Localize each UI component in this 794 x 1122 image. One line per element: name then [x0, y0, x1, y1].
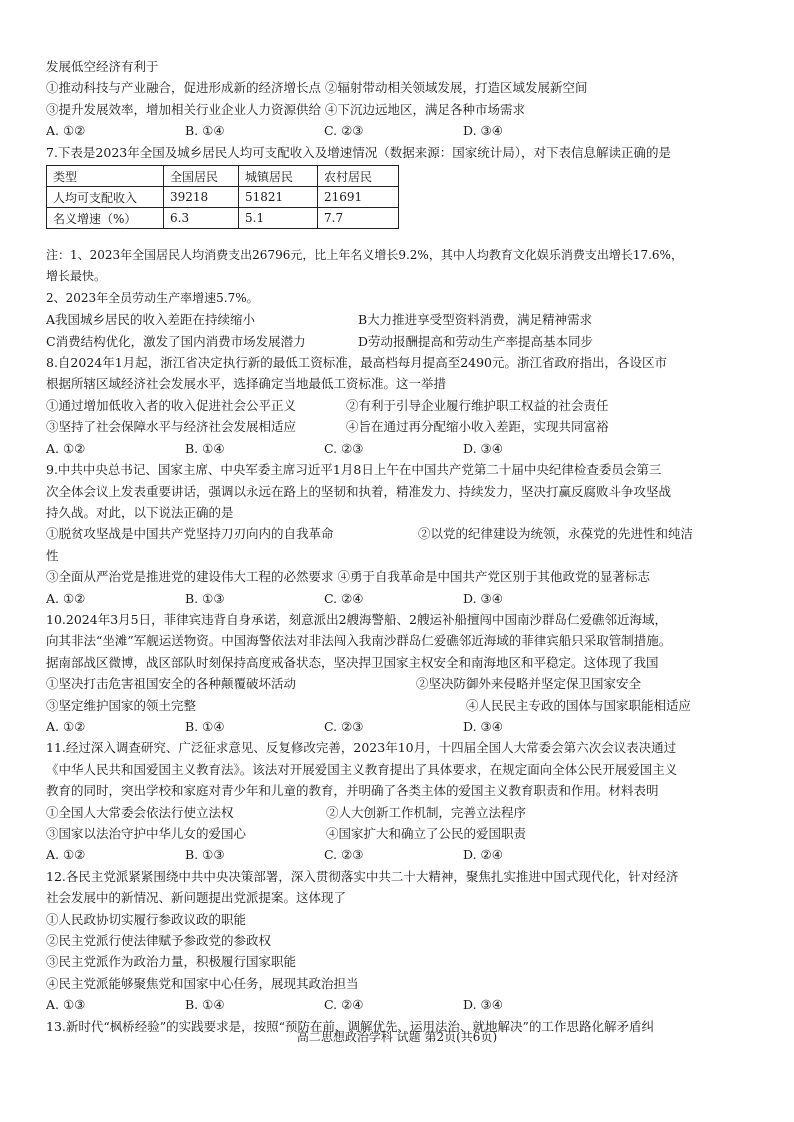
q11-stem-3: 教育的同时，突出学校和家庭对青少年和儿童的教育，并明确了各类主体的爱国主义教育职责和作用。材料表明 [46, 783, 659, 799]
q9-items-12 [46, 523, 756, 544]
q11-option-b: B. ①③ [185, 847, 225, 863]
q9-stem-1: 9.中共中央总书记、国家主席、中央军委主席习近平1月8日上午在中国共产党第二十届中央纪律检查委员会第三 [46, 462, 662, 478]
q10-items-12 [46, 673, 756, 694]
q8-items-34 [46, 416, 756, 437]
q11-stem-2: 《中华人民共和国爱国主义教育法》。该法对开展爱国主义教育提出了具体要求，在规定面向全体公民开展爱国主义 [46, 761, 678, 777]
table-cell: 7.7 [318, 208, 399, 229]
q11-item-2: ②人大创新工作机制，完善立法程序 [326, 804, 527, 820]
q9-item-2: ②以党的纪律建设为统领，永葆党的先进性和纯洁 [418, 526, 694, 542]
q9-option-c: C. ②④ [324, 590, 364, 606]
table-cell: 人均可支配收入 [47, 187, 164, 208]
q9-options [46, 588, 756, 609]
q12-item-2: ②民主党派行使法律赋予参政党的参政权 [46, 933, 272, 949]
q8-item-2: ②有利于引导企业履行维护职工权益的社会责任 [346, 397, 609, 413]
table-header-row [47, 166, 399, 187]
q11-option-d: D. ②④ [463, 847, 503, 863]
q10-option-d: D. ③④ [463, 718, 503, 734]
q11-item-4: ④国家扩大和确立了公民的爱国职责 [326, 826, 527, 841]
table-row [47, 208, 399, 229]
q7-option-a: A我国城乡居民的收入差距在持续缩小 [46, 312, 256, 328]
q9-option-d: D. ③④ [463, 590, 503, 606]
q10-option-a: A. ①② [46, 718, 86, 734]
q7-option-b: B大力推进享受型资料消费，满足精神需求 [358, 312, 593, 328]
q6-option-d: D. ③④ [463, 123, 503, 139]
q9-items-34: ③全面从严治党是推进党的建设伟大工程的必然要求 ④勇于自我革命是中国共产党区别于其他政党的显著标志 [46, 569, 650, 585]
table-cell: 6.3 [164, 208, 239, 229]
q7-option-c: C消费结构优化，激发了国内消费市场发展潜力 [46, 333, 306, 349]
table-cell: 39218 [164, 187, 239, 208]
q12-option-d: D. ③④ [463, 997, 503, 1013]
q11-option-c: C. ②③ [324, 847, 364, 863]
q12-option-c: C. ②④ [324, 997, 364, 1013]
q6-option-c: C. ②③ [324, 123, 364, 139]
q8-stem-2: 根据所辖区域经济社会发展水平，选择确定当地最低工资标准。这一举措 [46, 376, 447, 392]
q6-items-2: ③提升发展效率，增加相关行业企业人力资源供给 ④下沉边远地区，满足各种市场需求 [46, 101, 525, 117]
q11-stem-1: 11.经过深入调查研究、广泛征求意见、反复修改完善，2023年10月，十四届全国人大常委会第六次会议表决通过 [46, 740, 677, 756]
q9-option-b: B. ①③ [185, 590, 225, 606]
q7-option-d: D劳动报酬提高和劳动生产率提高基本同步 [358, 333, 594, 349]
q8-item-1: ①通过增加低收入者的收入促进社会公平正义 [46, 397, 297, 413]
table-header-cell: 农村居民 [318, 166, 399, 187]
q7-options-cd [46, 331, 756, 352]
q8-options [46, 438, 756, 459]
q8-option-b: B. ①④ [185, 440, 225, 456]
q7-note-1-cont: 增长最快。 [46, 269, 107, 284]
q12-item-3: ③民主党派作为政治力量，积极履行国家职能 [46, 954, 297, 970]
q9-stem-2: 次全体会议上发表重要讲话，强调以永远在路上的坚韧和执着，精准发力、持续发力，坚决打赢反腐败斗争攻坚战 [46, 483, 672, 499]
q10-item-3: ③坚定维护国家的领土完整 [46, 697, 197, 713]
q12-stem-1: 12.各民主党派紧紧围绕中共中央决策部署，深入贯彻落实中共二十大精神，聚焦扎实推进中国式现代化，针对经济 [46, 868, 679, 884]
q8-option-a: A. ①② [46, 440, 86, 456]
table-header-cell: 全国居民 [164, 166, 239, 187]
q10-item-2: ②坚决防御外来侵略并坚定保卫国家安全 [416, 676, 642, 692]
q8-option-c: C. ②③ [324, 440, 364, 456]
q10-item-4: ④人民民主专政的国体与国家职能相适应 [466, 697, 692, 713]
q12-stem-2: 社会发展中的新情况、新问题提出党派提案。这体现了 [46, 890, 347, 906]
q6-option-b: B. ①④ [185, 123, 225, 139]
q9-stem-3: 持久战。对此，以下说法正确的是 [46, 504, 234, 520]
q6-options [46, 120, 756, 141]
q11-options [46, 844, 756, 865]
q11-item-3: ③国家以法治守护中华儿女的爱国心 [46, 826, 247, 841]
q11-item-1: ①全国人大常委会依法行使立法权 [46, 804, 234, 820]
q12-option-b: B. ①④ [185, 997, 225, 1013]
q11-option-a: A. ①② [46, 847, 86, 863]
q10-item-1: ①坚决打击危害祖国安全的各种颠覆破坏活动 [46, 676, 297, 692]
table-header-cell: 类型 [47, 166, 164, 187]
q11-items-12 [46, 802, 756, 823]
q6-items-1: ①推动科技与产业融合，促进形成新的经济增长点 ②辐射带动相关领域发展，打造区域发展新空间 [46, 80, 588, 96]
exam-page [46, 56, 756, 1037]
q10-stem-3: 据南部战区微博，战区部队时刻保持高度戒备状态，坚决捍卫国家主权安全和南海地区和平稳定。这体现了我国 [46, 654, 659, 670]
q10-items-34 [46, 695, 756, 716]
q12-options [46, 994, 756, 1015]
q10-stem-1: 10.2024年3月5日，菲律宾违背自身承诺，刻意派出2艘海警船、2艘运补船擅闯中国南沙群岛仁爱礁邻近海域， [46, 611, 668, 627]
q10-stem-2: 向其非法“坐滩”军舰运送物资。中国海警依法对非法闯入我南沙群岛仁爱礁邻近海域的菲律宾船只采取管制措施。 [46, 633, 672, 649]
q7-options-ab [46, 309, 756, 330]
table-row [47, 187, 399, 208]
q9-item-2-cont: 性 [46, 547, 59, 563]
table-cell: 5.1 [239, 208, 318, 229]
table-cell: 21691 [318, 187, 399, 208]
q9-item-1: ①脱贫攻坚战是中国共产党坚持刀刃向内的自我革命 [46, 526, 334, 542]
q10-option-b: B. ①④ [185, 718, 225, 734]
q10-option-c: C. ②③ [324, 718, 364, 734]
q7-stem: 7.下表是2023年全国及城乡居民人均可支配收入及增速情况（数据来源：国家统计局），对下表信息解读正确的是 [46, 144, 671, 160]
q12-option-a: A. ①③ [46, 997, 86, 1013]
q13-stem-1: 13.新时代“枫桥经验”的实践要求是，按照“预防在前、调解优先、运用法治、就地解决”的工作思路化解矛盾纠 [46, 1018, 654, 1034]
table-cell: 51821 [239, 187, 318, 208]
q8-stem-1: 8.自2024年1月起，浙江省决定执行新的最低工资标准，最高档每月提高至2490元。浙江省政府指出，各设区市 [46, 355, 668, 371]
q8-option-d: D. ③④ [463, 440, 503, 456]
income-table [46, 165, 399, 229]
q8-items-12 [46, 395, 756, 416]
q6-option-a: A. ①② [46, 123, 86, 139]
q8-item-4: ④旨在通过再分配缩小收入差距，实现共同富裕 [346, 419, 609, 435]
q6-stem: 发展低空经济有利于 [46, 59, 159, 74]
q9-option-a: A. ①② [46, 590, 86, 606]
q7-note-2: 2、2023年全员劳动生产率增速5.7%。 [46, 290, 259, 305]
q12-item-1: ①人民政协切实履行参政议政的职能 [46, 911, 247, 927]
q10-options [46, 716, 756, 737]
page-footer: 高二思想政治学科 试题 第2页(共6页) [296, 1030, 498, 1044]
q12-item-4: ④民主党派能够聚焦党和国家中心任务，展现其政治担当 [46, 975, 359, 991]
table-header-cell: 城镇居民 [239, 166, 318, 187]
q8-item-3: ③坚持了社会保障水平与经济社会发展相适应 [46, 419, 297, 435]
table-cell: 名义增速（%） [47, 208, 164, 229]
q7-note-1: 注：1、2023年全国居民人均消费支出26796元，比上年名义增长9.2%，其中人均教育文化娱乐消费支出增长17.6%， [46, 248, 683, 263]
q11-items-34 [46, 823, 756, 844]
